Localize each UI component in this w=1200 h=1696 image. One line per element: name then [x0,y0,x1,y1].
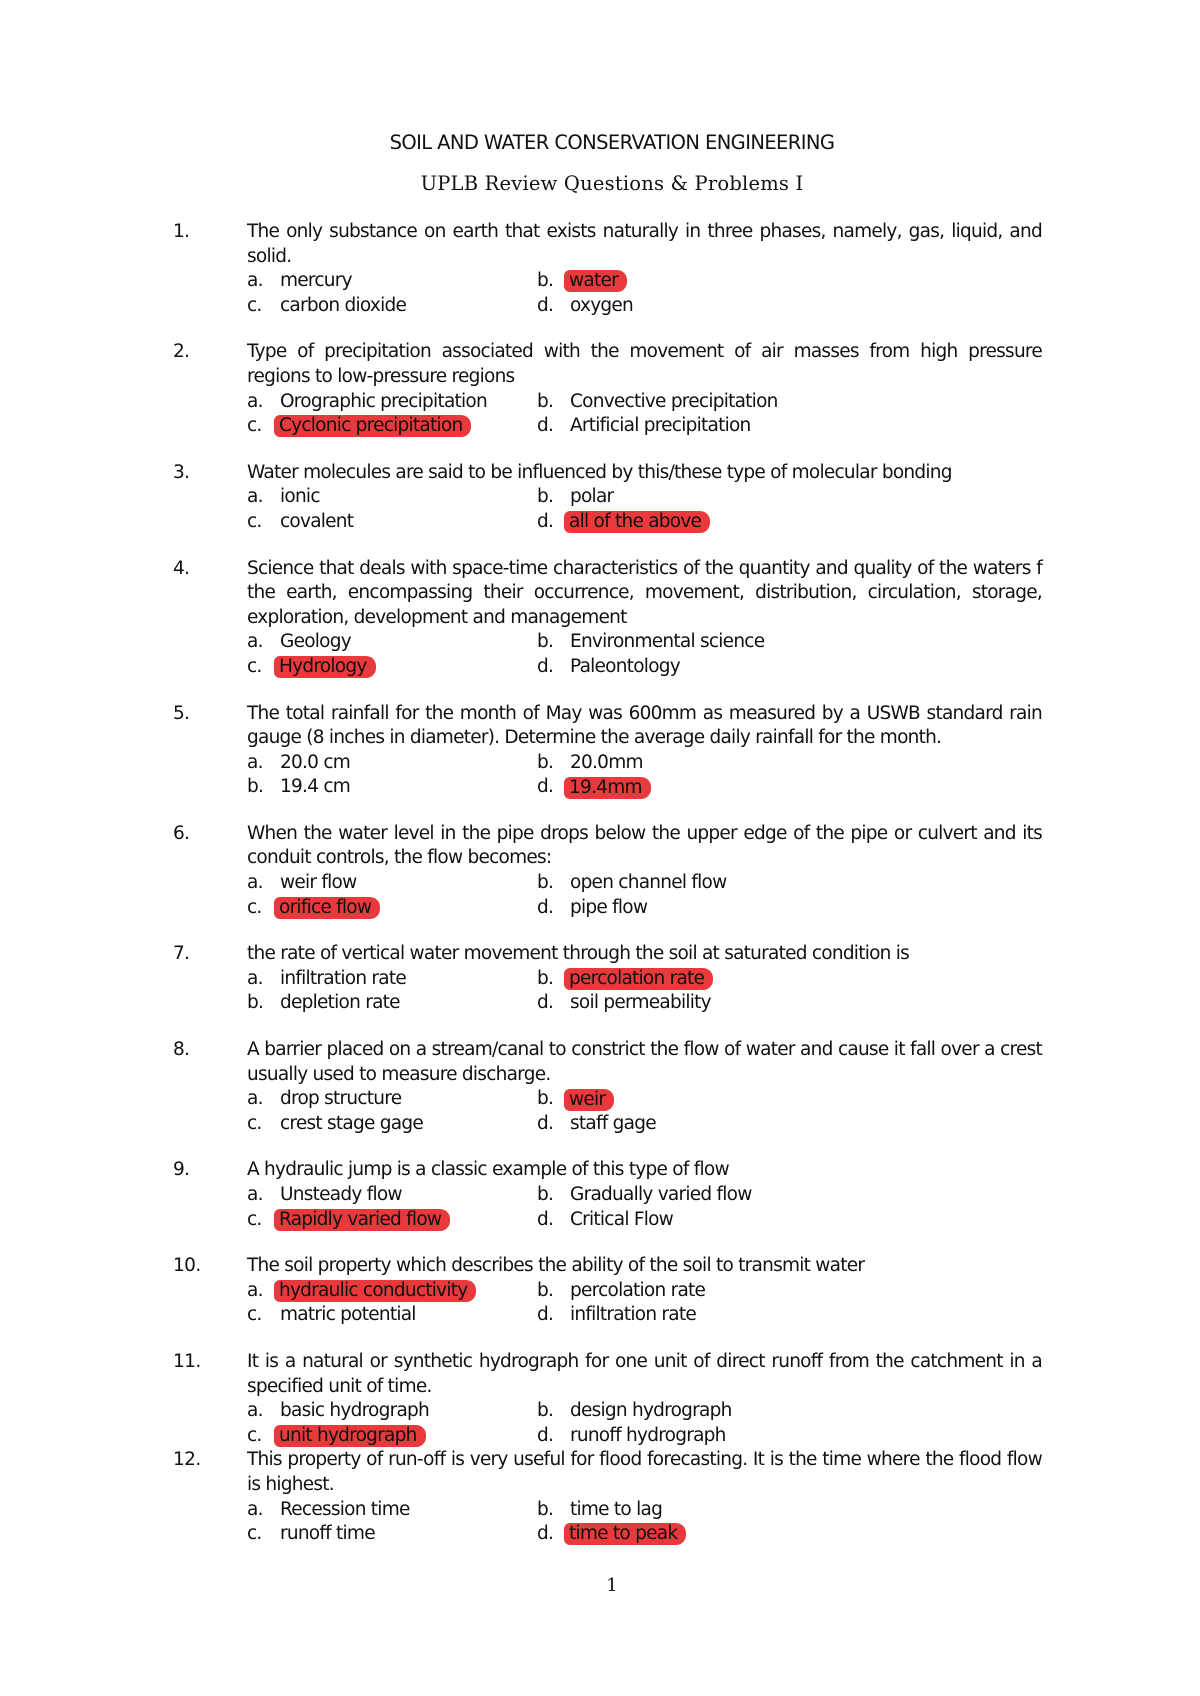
option-text: runoff hydrograph [570,1424,726,1446]
document-subtitle: UPLB Review Questions & Problems I [420,172,804,195]
option-letter: c. [247,1208,262,1230]
question-number: 6. [173,822,190,844]
answer-option-correct [537,510,837,535]
answer-option [247,630,537,655]
option-text: mercury [280,270,352,292]
question-number: 12. [173,1449,201,1471]
question-number: 11. [173,1350,201,1372]
option-letter: c. [247,1112,262,1134]
answer-option [537,1424,837,1449]
page-number: 1 [606,1575,618,1596]
answer-options [247,1279,1200,1328]
question-text: A barrier placed on a stream/canal to constrict the flow of water and cause it fall over a crest usually used to measure discharge. [247,1039,1042,1085]
question-item [0,1158,1200,1232]
answer-option [537,1399,837,1424]
highlighted-answer-text: hydraulic conductivity [274,1280,476,1302]
highlighted-answer-text: weir [564,1089,614,1111]
answer-option [537,655,837,680]
option-letter: a. [247,486,263,508]
option-letter: a. [247,390,263,412]
option-text: ionic [280,486,320,508]
highlighted-answer-text: percolation rate [564,968,713,990]
answer-option-correct [537,967,837,992]
answer-option [247,1112,537,1137]
option-letter: d. [537,294,554,316]
option-text: 19.4 cm [280,776,351,798]
question-item [0,220,1200,318]
option-text: Paleontology [570,655,680,677]
answer-option-correct [537,1522,837,1547]
option-text: Convective precipitation [570,390,778,412]
answer-option-correct [247,1424,537,1449]
option-letter: d. [537,1304,554,1326]
option-letter: b. [537,486,554,508]
option-text: Critical Flow [570,1208,674,1230]
question-text: The total rainfall for the month of May was 600mm as measured by a USWB standard rain gauge (8 inches in diameter). Determine the average daily rainfall for the month. [247,702,1042,749]
highlighted-answer-text: Cyclonic precipitation [274,415,471,437]
answer-option [247,1087,537,1112]
answer-option [537,390,837,415]
option-letter: b. [537,1400,554,1422]
question-item [0,461,1200,535]
answer-option [247,775,537,800]
question-number: 2. [173,341,190,363]
option-letter: d. [537,1208,554,1230]
answer-option [537,1498,837,1523]
answer-option [537,485,837,510]
option-letter: c. [247,655,262,677]
option-letter: a. [247,270,263,292]
answer-option [247,269,537,294]
option-letter: a. [247,1400,263,1422]
option-letter: a. [247,1498,263,1520]
option-letter: d. [537,1424,554,1446]
option-text: infiltration rate [280,967,406,989]
answer-options [247,630,1200,679]
option-text: staff gage [570,1112,656,1134]
question-text: Water molecules are said to be influenced by this/these type of molecular bonding [247,461,952,483]
answer-option [247,294,537,319]
question-text: the rate of vertical water movement through the soil at saturated condition is [247,943,910,965]
answer-option [247,871,537,896]
answer-options [247,1498,1200,1547]
option-letter: b. [247,992,264,1014]
question-item [0,1350,1200,1448]
question-number: 8. [173,1039,190,1061]
answer-option-correct [247,1279,537,1304]
question-item [0,942,1200,1016]
option-text: oxygen [570,294,633,316]
option-letter: c. [247,1424,262,1446]
option-letter: a. [247,872,263,894]
question-number: 1. [173,221,190,242]
option-letter: c. [247,1523,262,1545]
answer-option [247,751,537,776]
option-text: Unsteady flow [280,1184,402,1205]
option-letter: d. [537,1523,554,1545]
option-letter: c. [247,294,262,316]
question-number: 3. [173,461,190,483]
answer-option [247,1303,537,1328]
option-letter: b. [537,631,554,653]
option-text: 20.0 cm [280,751,351,773]
answer-options [247,390,1200,439]
option-letter: b. [537,872,554,894]
option-letter: c. [247,896,262,918]
answer-option [537,1303,837,1328]
answer-option [537,1208,837,1233]
option-text: Artificial precipitation [570,415,751,437]
answer-option [537,871,837,896]
option-text: depletion rate [280,992,400,1014]
question-item [0,557,1200,680]
answer-option-correct [537,1087,837,1112]
answer-option [247,967,537,992]
option-letter: b. [537,1088,554,1110]
answer-option [247,485,537,510]
question-number: 4. [173,557,190,579]
option-text: infiltration rate [570,1304,696,1326]
highlighted-answer-text: all of the above [564,511,710,533]
question-item [0,822,1200,920]
option-letter: c. [247,510,262,532]
question-number: 5. [173,702,190,724]
answer-option-correct [247,896,537,921]
option-text: Orographic precipitation [280,390,487,412]
option-letter: a. [247,1279,263,1301]
option-text: crest stage gage [280,1112,423,1134]
option-text: weir flow [280,872,357,894]
question-text: A hydraulic jump is a classic example of this type of flow [247,1159,729,1181]
question-text: When the water level in the pipe drops below the upper edge of the pipe or culvert and its conduit controls, the flow becomes: [247,822,1042,869]
option-text: pipe flow [570,896,648,918]
option-text: design hydrograph [570,1400,732,1422]
option-text: basic hydrograph [280,1400,429,1422]
question-item [0,1038,1200,1136]
answer-option [247,1183,537,1208]
answer-option [537,896,837,921]
highlighted-answer-text: time to peak [564,1523,686,1545]
option-text: Environmental science [570,631,765,653]
option-text: Gradually varied flow [570,1184,752,1205]
option-letter: d. [537,655,554,677]
option-letter: d. [537,776,554,798]
highlighted-answer-text: Hydrology [274,656,376,678]
option-letter: d. [537,992,554,1014]
question-item [0,1254,1200,1328]
highlighted-answer-text: unit hydrograph [274,1425,426,1447]
option-letter: b. [537,270,554,292]
answer-options [247,1087,1200,1136]
question-text: The only substance on earth that exists naturally in three phases, namely, gas, liquid, and solid. [247,221,1042,267]
answer-option [247,1399,537,1424]
highlighted-answer-text: water [564,270,627,292]
answer-option-correct [247,655,537,680]
option-letter: a. [247,751,263,773]
answer-option [537,751,837,776]
option-text: Recession time [280,1498,410,1520]
answer-option [247,390,537,415]
answer-options [247,485,1200,534]
question-item [0,1448,1200,1546]
option-letter: b. [537,390,554,412]
option-letter: a. [247,967,263,989]
option-text: polar [570,486,614,508]
answer-options [247,1399,1200,1448]
answer-option [537,1112,837,1137]
question-number: 7. [173,943,190,965]
answer-option [537,1183,837,1208]
option-letter: b. [537,1184,554,1205]
option-text: open channel flow [570,872,727,894]
highlighted-answer-text: Rapidly varied flow [274,1209,450,1231]
question-text: The soil property which describes the ability of the soil to transmit water [247,1255,865,1277]
answer-options [247,269,1200,318]
option-letter: c. [247,1304,262,1326]
answer-options [247,1183,1200,1232]
option-text: drop structure [280,1088,402,1110]
question-number: 10. [173,1255,201,1277]
answer-options [247,751,1200,800]
option-text: runoff time [280,1523,375,1545]
question-item [0,702,1200,800]
question-text: This property of run-off is very useful for flood forecasting. It is the time where the flood flow is highest. [247,1449,1042,1495]
answer-option [537,294,837,319]
option-letter: d. [537,1112,554,1134]
option-text: Geology [280,631,351,653]
question-list [0,220,1200,1547]
answer-option [247,1522,537,1547]
question-text: Type of precipitation associated with the movement of air masses from high pressure regions to low-pressure regions [247,341,1042,387]
option-letter: d. [537,415,554,437]
option-text: percolation rate [570,1279,706,1301]
question-text: Science that deals with space-time characteristics of the quantity and quality of the waters f the earth, encompassing their occurrence, movement, distribution, circulation, storage, exploration, development and management [247,557,1042,628]
answer-option [247,991,537,1016]
option-letter: d. [537,510,554,532]
highlighted-answer-text: 19.4mm [564,777,651,799]
option-text: soil permeability [570,992,711,1014]
option-text: time to lag [570,1498,663,1520]
answer-option [537,1279,837,1304]
option-letter: d. [537,896,554,918]
answer-option-correct [537,269,837,294]
answer-options [247,967,1200,1016]
option-letter: a. [247,1088,263,1110]
question-item [0,340,1200,438]
option-letter: a. [247,631,263,653]
option-letter: b. [537,967,554,989]
option-text: 20.0mm [570,751,643,773]
answer-option-correct [537,775,837,800]
highlighted-answer-text: orifice flow [274,897,380,919]
question-text: It is a natural or synthetic hydrograph for one unit of direct runoff from the catchment in a specified unit of time. [247,1350,1042,1397]
option-text: carbon dioxide [280,294,407,316]
answer-options [247,871,1200,920]
answer-option [247,1498,537,1523]
option-letter: b. [537,751,554,773]
answer-option [537,991,837,1016]
question-number: 9. [173,1159,190,1181]
option-letter: b. [537,1498,554,1520]
answer-option [247,510,537,535]
answer-option-correct [247,1208,537,1233]
option-letter: a. [247,1184,263,1205]
option-letter: c. [247,415,262,437]
answer-option [537,414,837,439]
option-text: matric potential [280,1304,416,1326]
option-text: covalent [280,510,354,532]
document-title: SOIL AND WATER CONSERVATION ENGINEERING [389,131,835,154]
answer-option-correct [247,414,537,439]
option-letter: b. [247,776,264,798]
option-letter: b. [537,1279,554,1301]
answer-option [537,630,837,655]
